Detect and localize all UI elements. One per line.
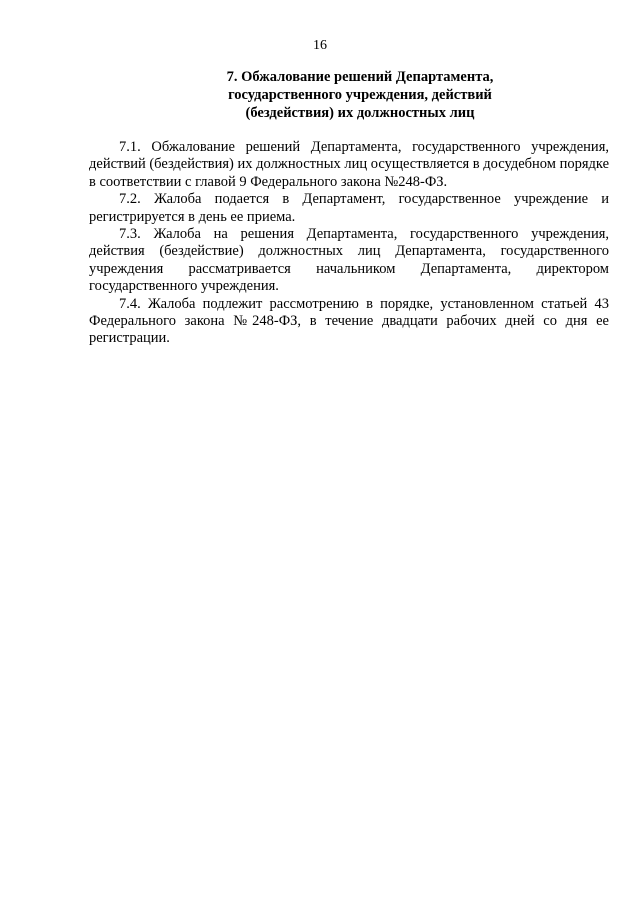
paragraph-7-3: 7.3. Жалоба на решения Департамента, государственного учреждения, действия (бездействие) должностных лиц Департамента, государственного учреждения рассматривается начальником Департамента, директором государственного учреждения.	[89, 226, 609, 295]
document-body	[89, 139, 609, 348]
section-heading	[150, 68, 570, 122]
paragraph-7-4: 7.4. Жалоба подлежит рассмотрению в порядке, установленном статьей 43 Федерального закона №248-ФЗ, в течение двадцати рабочих дней со дня ее регистрации.	[89, 295, 609, 347]
paragraph-7-1: 7.1. Обжалование решений Департамента, государственного учреждения, действий (бездействия) их должностных лиц осуществляется в досудебном порядке в соответствии с главой 9 Федерального закона №248-ФЗ.	[89, 139, 610, 190]
page-number: 16	[313, 38, 327, 53]
heading-line: государственного учреждения, действий	[228, 87, 492, 103]
heading-line: 7. Обжалование решений Департамента,	[226, 69, 494, 85]
paragraph-7-2: 7.2. Жалоба подается в Департамент, государственное учреждение и регистрируется в день ее приема.	[89, 191, 609, 225]
heading-line: (бездействия) их должностных лиц	[245, 105, 475, 121]
